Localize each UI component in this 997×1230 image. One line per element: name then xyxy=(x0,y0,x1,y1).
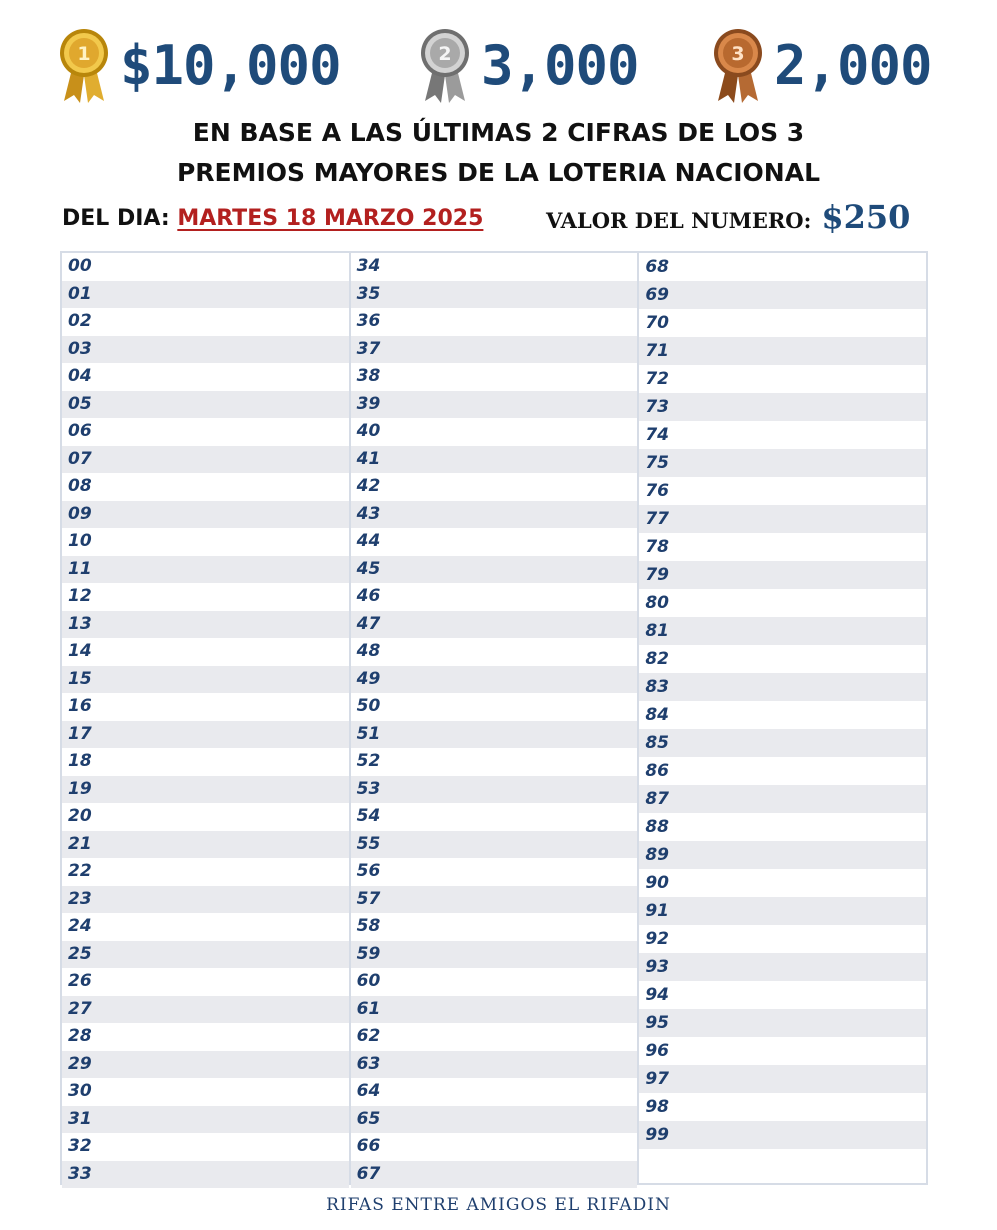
number-cell[interactable]: 00 xyxy=(68,256,92,276)
number-cell[interactable]: 35 xyxy=(351,281,638,309)
number-cell[interactable]: 54 xyxy=(356,806,381,826)
number-cell[interactable]: 30 xyxy=(68,1081,92,1101)
number-cell[interactable]: 12 xyxy=(68,586,92,606)
prize-second xyxy=(415,22,639,108)
number-cell[interactable]: 63 xyxy=(351,1051,638,1079)
bronze-medal-icon xyxy=(708,25,768,105)
silver-medal-icon xyxy=(415,25,475,105)
header-line-2: PREMIOS MAYORES DE LA LOTERIA NACIONAL xyxy=(176,158,821,187)
number-cell[interactable]: 57 xyxy=(351,886,638,914)
svg-text:2: 2 xyxy=(438,43,452,65)
prize-first xyxy=(54,22,341,108)
number-cell[interactable]: 67 xyxy=(351,1161,638,1189)
number-cell[interactable]: 95 xyxy=(639,1009,926,1037)
number-cell[interactable]: 99 xyxy=(639,1121,926,1149)
number-cell[interactable]: 53 xyxy=(351,776,638,804)
numbers-column-3 xyxy=(639,253,926,1183)
header-line-1: EN BASE A LAS ÚLTIMAS 2 CIFRAS DE LOS 3 xyxy=(192,118,805,147)
number-cell[interactable]: 55 xyxy=(351,831,638,859)
numbers-column-1 xyxy=(62,253,351,1183)
prize-third xyxy=(708,22,932,108)
number-cell[interactable]: 38 xyxy=(356,366,381,386)
number-cell[interactable]: 40 xyxy=(356,421,381,441)
number-cell[interactable]: 22 xyxy=(68,861,92,881)
number-cell[interactable]: 94 xyxy=(645,985,670,1005)
number-cell[interactable]: 13 xyxy=(62,611,349,639)
number-cell[interactable]: 42 xyxy=(356,476,381,496)
number-cell[interactable]: 79 xyxy=(639,561,926,589)
number-cell[interactable]: 78 xyxy=(645,537,670,557)
number-cell[interactable]: 82 xyxy=(645,649,670,669)
number-cell[interactable]: 87 xyxy=(639,785,926,813)
number-cell[interactable]: 23 xyxy=(62,886,349,914)
number-cell[interactable]: 34 xyxy=(356,256,381,276)
number-cell[interactable]: 29 xyxy=(62,1051,349,1079)
price-line xyxy=(546,198,910,236)
prize-amount: $10,000 xyxy=(120,33,341,97)
prize-amount: 3,000 xyxy=(481,33,639,97)
number-cell[interactable]: 91 xyxy=(639,897,926,925)
date-value: MARTES 18 MARZO 2025 xyxy=(177,206,484,231)
number-cell[interactable]: 73 xyxy=(639,393,926,421)
number-cell[interactable]: 68 xyxy=(645,257,670,277)
number-cell[interactable]: 15 xyxy=(62,666,349,694)
date-line xyxy=(62,206,483,231)
number-cell[interactable]: 39 xyxy=(351,391,638,419)
number-cell[interactable]: 70 xyxy=(645,313,670,333)
number-cell[interactable]: 61 xyxy=(351,996,638,1024)
numbers-column-2 xyxy=(351,253,640,1183)
number-cell[interactable]: 45 xyxy=(351,556,638,584)
number-cell[interactable]: 69 xyxy=(639,281,926,309)
number-cell[interactable]: 41 xyxy=(351,446,638,474)
number-cell[interactable]: 31 xyxy=(62,1106,349,1134)
number-cell[interactable]: 76 xyxy=(645,481,670,501)
number-cell[interactable]: 92 xyxy=(645,929,670,949)
number-cell[interactable]: 85 xyxy=(639,729,926,757)
number-cell[interactable]: 17 xyxy=(62,721,349,749)
number-cell[interactable]: 88 xyxy=(645,817,670,837)
number-cell[interactable]: 20 xyxy=(68,806,92,826)
number-cell[interactable]: 26 xyxy=(68,971,92,991)
number-cell[interactable]: 32 xyxy=(68,1136,92,1156)
number-cell[interactable]: 48 xyxy=(356,641,381,661)
number-cell[interactable]: 33 xyxy=(62,1161,349,1189)
number-cell[interactable]: 36 xyxy=(356,311,381,331)
number-cell[interactable]: 71 xyxy=(639,337,926,365)
number-cell[interactable]: 58 xyxy=(356,916,381,936)
number-cell[interactable]: 44 xyxy=(356,531,381,551)
number-cell[interactable]: 49 xyxy=(351,666,638,694)
number-cell[interactable]: 51 xyxy=(351,721,638,749)
date-label: DEL DIA: xyxy=(62,206,178,231)
number-cell[interactable]: 14 xyxy=(68,641,92,661)
number-cell[interactable]: 74 xyxy=(645,425,670,445)
price-label: VALOR DEL NUMERO: xyxy=(546,208,812,233)
number-cell[interactable]: 16 xyxy=(68,696,92,716)
number-cell[interactable]: 05 xyxy=(62,391,349,419)
number-cell[interactable]: 86 xyxy=(645,761,670,781)
number-cell[interactable]: 37 xyxy=(351,336,638,364)
number-cell[interactable]: 10 xyxy=(68,531,92,551)
number-cell[interactable]: 83 xyxy=(639,673,926,701)
number-cell[interactable]: 89 xyxy=(639,841,926,869)
number-cell[interactable]: 03 xyxy=(62,336,349,364)
number-cell[interactable]: 90 xyxy=(645,873,670,893)
number-cell[interactable]: 84 xyxy=(645,705,670,725)
number-cell[interactable]: 18 xyxy=(68,751,92,771)
number-cell[interactable]: 02 xyxy=(68,311,92,331)
gold-medal-icon xyxy=(54,25,114,105)
number-cell[interactable]: 98 xyxy=(645,1097,670,1117)
number-cell[interactable]: 75 xyxy=(639,449,926,477)
svg-text:3: 3 xyxy=(731,43,745,65)
number-cell[interactable]: 24 xyxy=(68,916,92,936)
footer-brand: RIFAS ENTRE AMIGOS EL RIFADIN xyxy=(326,1195,671,1215)
number-cell[interactable]: 47 xyxy=(351,611,638,639)
number-cell[interactable]: 97 xyxy=(639,1065,926,1093)
number-cell[interactable]: 28 xyxy=(68,1026,92,1046)
number-cell[interactable]: 56 xyxy=(356,861,381,881)
svg-text:1: 1 xyxy=(77,43,91,65)
number-cell[interactable]: 07 xyxy=(62,446,349,474)
number-cell[interactable]: 21 xyxy=(62,831,349,859)
number-cell[interactable]: 80 xyxy=(645,593,670,613)
number-cell[interactable]: 11 xyxy=(62,556,349,584)
number-cell[interactable]: 59 xyxy=(351,941,638,969)
number-cell[interactable]: 77 xyxy=(639,505,926,533)
number-cell[interactable]: 01 xyxy=(62,281,349,309)
number-cell[interactable]: 72 xyxy=(645,369,670,389)
number-cell[interactable]: 65 xyxy=(351,1106,638,1134)
number-cell[interactable]: 08 xyxy=(68,476,92,496)
number-cell[interactable]: 04 xyxy=(68,366,92,386)
prize-amount: 2,000 xyxy=(774,33,932,97)
number-cell[interactable]: 81 xyxy=(639,617,926,645)
number-cell[interactable]: 64 xyxy=(356,1081,381,1101)
number-cell[interactable]: 93 xyxy=(639,953,926,981)
number-cell[interactable]: 25 xyxy=(62,941,349,969)
prizes-header xyxy=(0,22,997,108)
numbers-grid xyxy=(60,251,928,1185)
number-cell[interactable]: 19 xyxy=(62,776,349,804)
number-cell[interactable]: 62 xyxy=(356,1026,381,1046)
number-cell[interactable]: 50 xyxy=(356,696,381,716)
number-cell[interactable]: 27 xyxy=(62,996,349,1024)
number-cell[interactable]: 06 xyxy=(68,421,92,441)
number-cell[interactable]: 96 xyxy=(645,1041,670,1061)
number-cell[interactable]: 46 xyxy=(356,586,381,606)
number-cell[interactable]: 66 xyxy=(356,1136,381,1156)
number-cell[interactable]: 09 xyxy=(62,501,349,529)
number-cell[interactable]: 52 xyxy=(356,751,381,771)
number-cell[interactable]: 60 xyxy=(356,971,381,991)
price-value: $250 xyxy=(821,198,911,236)
number-cell[interactable]: 43 xyxy=(351,501,638,529)
